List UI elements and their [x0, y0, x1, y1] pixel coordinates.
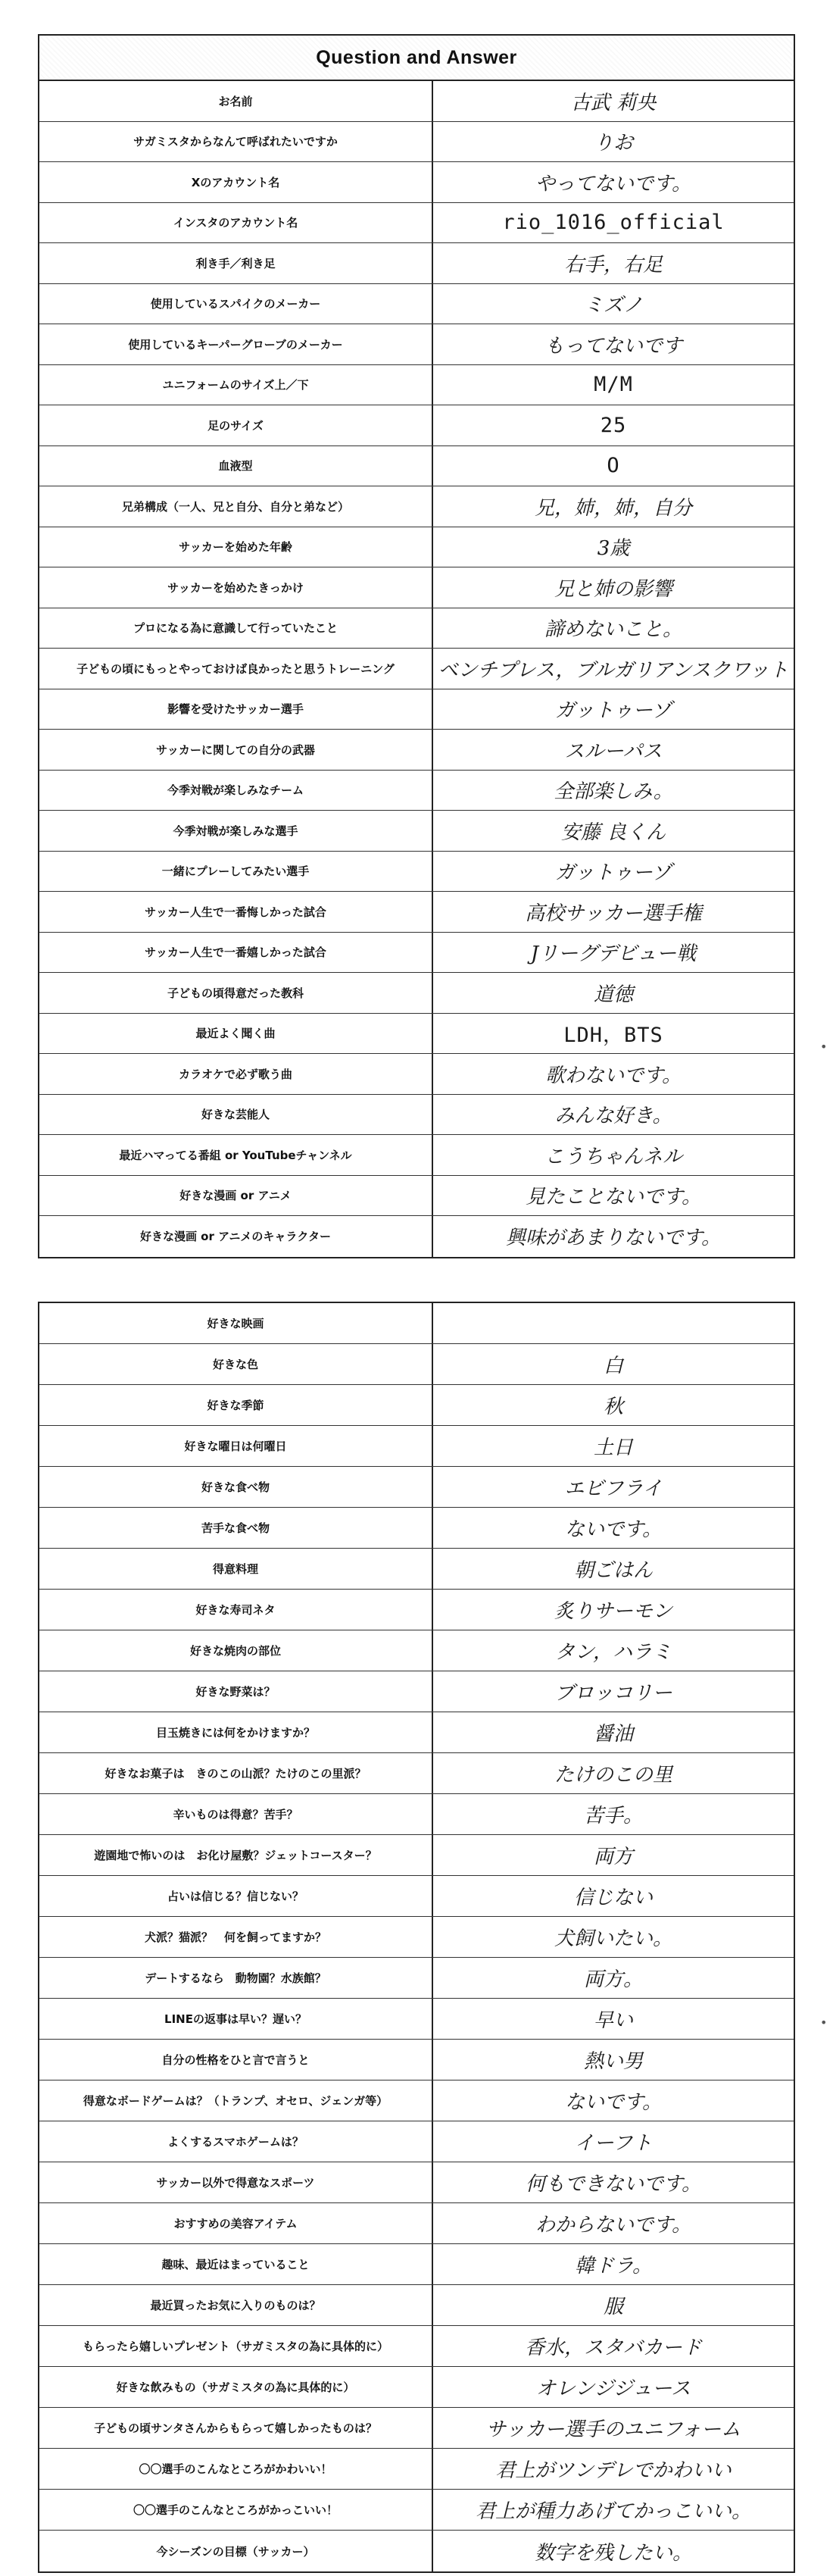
- question-cell: 〇〇選手のこんなところがかわいい！: [39, 2449, 433, 2489]
- answer-cell: 興味があまりないです。: [506, 1227, 721, 1250]
- answer-cell: 安藤 良くん: [560, 821, 666, 844]
- qa-row: [39, 973, 794, 1014]
- question-cell: 足のサイズ: [39, 405, 433, 445]
- answer-cell: イーフト: [574, 2132, 653, 2155]
- answer-cell: rio_1016_official: [502, 211, 725, 235]
- qa-row: [39, 1054, 794, 1095]
- answer-cell: ブロッコリー: [554, 1682, 672, 1705]
- question-cell: インスタのアカウント名: [39, 203, 433, 243]
- answer-cell: 炙りサーモン: [554, 1600, 672, 1623]
- answer-cell: わからないです。: [535, 2214, 691, 2237]
- qa-row: [39, 608, 794, 649]
- qa-row: [39, 852, 794, 893]
- question-cell: 影響を受けたサッカー選手: [39, 689, 433, 730]
- qa-row: [39, 1794, 794, 1835]
- qa-row: [39, 1095, 794, 1136]
- qa-row: [39, 365, 794, 406]
- question-cell: 好きな食べ物: [39, 1467, 433, 1507]
- answer-cell: 早い: [593, 2009, 633, 2032]
- answer-cell: ないです。: [565, 1518, 662, 1541]
- qa-row: [39, 2490, 794, 2531]
- question-cell: 今季対戦が楽しみな選手: [39, 811, 433, 851]
- answer-cell: みんな好き。: [554, 1105, 672, 1128]
- answer-cell: 右手，右足: [563, 253, 663, 277]
- question-cell: サッカーを始めた年齢: [39, 527, 433, 567]
- answer-cell: 秋: [603, 1396, 623, 1418]
- qa-row: [39, 730, 794, 771]
- question-cell: 血液型: [39, 446, 433, 486]
- question-cell: 好きな映画: [39, 1303, 433, 1343]
- question-cell: 得意料理: [39, 1549, 433, 1589]
- question-cell: 好きな野菜は？: [39, 1671, 433, 1712]
- qa-row: [39, 1671, 794, 1712]
- margin-mark: •: [820, 2015, 828, 2030]
- question-cell: サガミスタからなんて呼ばれたいですか: [39, 122, 433, 162]
- question-cell: 子どもの頃サンタさんからもらって嬉しかったものは？: [39, 2408, 433, 2448]
- question-cell: 自分の性格をひと言で言うと: [39, 2040, 433, 2080]
- answer-cell: スルーパス: [564, 739, 663, 763]
- answer-cell: 韓ドラ。: [575, 2255, 652, 2277]
- answer-cell: 両方。: [583, 1968, 643, 1991]
- question-cell: 好きな焼肉の部位: [39, 1630, 433, 1671]
- answer-cell: 香水，スタバカード: [525, 2337, 702, 2359]
- answer-cell: ないです。: [565, 2091, 662, 2114]
- qa-row: [39, 2326, 794, 2367]
- qa-row: [39, 405, 794, 446]
- question-cell: サッカーを始めたきっかけ: [39, 567, 433, 608]
- question-cell: 子どもの頃得意だった教科: [39, 973, 433, 1013]
- question-cell: 好きな飲みもの（サガミスタの為に具体的に）: [39, 2367, 433, 2407]
- qa-row: [39, 1508, 794, 1549]
- question-cell: 好きな芸能人: [39, 1095, 433, 1135]
- question-cell: 兄弟構成（一人、兄と自分、自分と弟など）: [39, 486, 433, 527]
- question-cell: お名前: [39, 81, 433, 121]
- qa-row: [39, 1467, 794, 1508]
- answer-cell: 白: [603, 1355, 623, 1377]
- answer-cell: たけのこの里: [554, 1764, 672, 1787]
- qa-row: [39, 1014, 794, 1055]
- question-cell: プロになる為に意識して行っていたこと: [39, 608, 433, 649]
- answer-cell: M/M: [594, 373, 633, 397]
- answer-cell: ガットゥーゾ: [555, 861, 672, 885]
- question-cell: おすすめの美容アイテム: [39, 2203, 433, 2243]
- qa-row: [39, 1917, 794, 1958]
- answer-cell: 歌わないです。: [545, 1064, 682, 1087]
- qa-row: [39, 1176, 794, 1217]
- answer-cell: タン，ハラミ: [555, 1641, 672, 1664]
- qa-row: [39, 324, 794, 365]
- qa-row: [39, 2244, 794, 2285]
- question-cell: 辛いものは得意？苦手？: [39, 1794, 433, 1834]
- qa-row: [39, 1426, 794, 1467]
- qa-row: [39, 1344, 794, 1385]
- qa-row: [39, 1753, 794, 1794]
- question-cell: サッカー以外で得意なスポーツ: [39, 2162, 433, 2202]
- qa-row: [39, 2531, 794, 2571]
- answer-cell: Jリーグデビュー戦: [530, 943, 697, 966]
- answer-cell: [433, 1303, 794, 1343]
- answer-cell: 数字を残したい。: [534, 2541, 692, 2565]
- qa-row: [39, 2162, 794, 2203]
- question-cell: 好きな曜日は何曜日: [39, 1426, 433, 1466]
- question-cell: もらったら嬉しいプレゼント（サガミスタの為に具体的に）: [39, 2326, 433, 2366]
- qa-row: [39, 486, 794, 527]
- qa-row: [39, 1135, 794, 1176]
- answer-cell: 服: [603, 2296, 623, 2318]
- qa-row: [39, 1590, 794, 1630]
- question-cell: 好きな季節: [39, 1385, 433, 1425]
- qa-row: [39, 771, 794, 811]
- qa-row: [39, 2203, 794, 2244]
- qa-row: [39, 689, 794, 730]
- answer-cell: 熱い男: [583, 2050, 643, 2073]
- answer-cell: ミズノ: [583, 294, 643, 317]
- qa-table-2: [39, 1303, 794, 2571]
- qa-row: [39, 2121, 794, 2162]
- answer-cell: 3歳: [597, 537, 630, 561]
- answer-cell: オレンジジュース: [535, 2377, 691, 2400]
- answer-cell: LDH，BTS: [563, 1024, 663, 1048]
- qa-row: [39, 1958, 794, 1999]
- qa-row: [39, 933, 794, 974]
- answer-cell: 君上が種力あげてかっこいい。: [475, 2500, 751, 2523]
- question-cell: よくするスマホゲームは？: [39, 2121, 433, 2162]
- question-cell: 得意なボードゲームは？（トランプ、オセロ、ジェンガ等）: [39, 2080, 433, 2121]
- answer-cell: 道徳: [593, 983, 633, 1006]
- question-cell: 好きな漫画 or アニメのキャラクター: [39, 1216, 433, 1257]
- answer-cell: やってないです。: [535, 172, 691, 195]
- question-cell: 子どもの頃にもっとやっておけば良かったと思うトレーニング: [39, 649, 433, 689]
- answer-cell: 兄，姉，姉，自分: [534, 496, 692, 520]
- question-cell: 占いは信じる？信じない？: [39, 1876, 433, 1916]
- qa-row: [39, 2080, 794, 2121]
- qa-row: [39, 1630, 794, 1671]
- question-cell: カラオケで必ず歌う曲: [39, 1054, 433, 1094]
- answer-cell: 君上がツンデレでかわいい: [495, 2459, 732, 2482]
- margin-mark: •: [820, 1039, 828, 1054]
- qa-row: [39, 1712, 794, 1753]
- question-cell: 使用しているスパイクのメーカー: [39, 284, 433, 324]
- question-cell: 好きな寿司ネタ: [39, 1590, 433, 1630]
- question-cell: 最近買ったお気に入りのものは？: [39, 2285, 433, 2325]
- qa-sheet-1: [38, 34, 795, 1258]
- qa-row: [39, 1303, 794, 1344]
- qa-row: [39, 162, 794, 203]
- question-cell: 今季対戦が楽しみなチーム: [39, 771, 433, 811]
- question-cell: サッカーに関しての自分の武器: [39, 730, 433, 770]
- qa-row: [39, 203, 794, 244]
- question-cell: 遊園地で怖いのは お化け屋敷？ジェットコースター？: [39, 1835, 433, 1875]
- answer-cell: 苦手。: [583, 1805, 643, 1827]
- qa-row: [39, 2285, 794, 2326]
- qa-row: [39, 284, 794, 325]
- question-cell: 好きな色: [39, 1344, 433, 1384]
- question-cell: 今シーズンの目標（サッカー）: [39, 2531, 433, 2571]
- question-cell: 犬派？猫派？ 何を飼ってますか？: [39, 1917, 433, 1957]
- question-cell: 好きな漫画 or アニメ: [39, 1176, 433, 1216]
- qa-row: [39, 1835, 794, 1876]
- answer-cell: O: [607, 454, 620, 478]
- qa-row: [39, 649, 794, 689]
- qa-row: [39, 1216, 794, 1257]
- question-cell: サッカー人生で一番嬉しかった試合: [39, 933, 433, 973]
- answer-cell: エビフライ: [564, 1477, 663, 1500]
- question-cell: サッカー人生で一番悔しかった試合: [39, 892, 433, 932]
- answer-cell: 犬飼いたい。: [554, 1927, 672, 1950]
- answer-cell: 朝ごはん: [573, 1559, 653, 1582]
- qa-row: [39, 1876, 794, 1917]
- answer-cell: 全部楽しみ。: [554, 780, 673, 804]
- question-cell: 好きなお菓子は きのこの山派？たけのこの里派？: [39, 1753, 433, 1793]
- qa-row: [39, 892, 794, 933]
- qa-row: [39, 2449, 794, 2490]
- answer-cell: 高校サッカー選手権: [525, 902, 702, 925]
- answer-cell: 醤油: [593, 1723, 633, 1746]
- question-cell: 使用しているキーパーグローブのメーカー: [39, 324, 433, 364]
- question-cell: 趣味、最近はまっていること: [39, 2244, 433, 2284]
- qa-row: [39, 527, 794, 568]
- qa-row: [39, 1999, 794, 2040]
- qa-sheet-2: [38, 1302, 795, 2573]
- answer-cell: 両方: [593, 1846, 633, 1868]
- question-cell: 最近よく聞く曲: [39, 1014, 433, 1054]
- question-cell: Xのアカウント名: [39, 162, 433, 202]
- answer-cell: サッカー選手のユニフォーム: [485, 2418, 741, 2441]
- qa-row: [39, 811, 794, 852]
- question-cell: デートするなら 動物園？水族館？: [39, 1958, 433, 1998]
- answer-cell: ベンチプレス，ブルガリアンスクワット: [438, 658, 789, 682]
- answer-cell: もってないです: [544, 334, 682, 358]
- question-cell: 最近ハマってる番組 or YouTubeチャンネル: [39, 1135, 433, 1175]
- answer-cell: 土日: [593, 1436, 633, 1459]
- question-cell: 苦手な食べ物: [39, 1508, 433, 1548]
- qa-row: [39, 446, 794, 487]
- sheet-title: Question and Answer: [39, 36, 794, 81]
- answer-cell: 古武 莉央: [570, 91, 657, 114]
- answer-cell: 何もできないです。: [526, 2173, 701, 2196]
- qa-row: [39, 1549, 794, 1590]
- question-cell: LINEの返事は早い？遅い？: [39, 1999, 433, 2039]
- qa-row: [39, 2367, 794, 2408]
- qa-table-1: [39, 81, 794, 1257]
- question-cell: ユニフォームのサイズ上／下: [39, 365, 433, 405]
- question-cell: 〇〇選手のこんなところがかっこいい！: [39, 2490, 433, 2530]
- question-cell: 一緒にプレーしてみたい選手: [39, 852, 433, 892]
- answer-cell: 信じない: [573, 1887, 653, 1909]
- qa-row: [39, 81, 794, 122]
- answer-cell: ガットゥーゾ: [555, 699, 672, 723]
- qa-row: [39, 2408, 794, 2449]
- answer-cell: こうちゃんネル: [544, 1145, 682, 1168]
- qa-row: [39, 2040, 794, 2080]
- answer-cell: 兄と姉の影響: [554, 577, 672, 601]
- answer-cell: 25: [600, 413, 627, 437]
- qa-row: [39, 567, 794, 608]
- answer-cell: りお: [593, 132, 633, 155]
- qa-row: [39, 243, 794, 284]
- answer-cell: 見たことないです。: [526, 1186, 701, 1209]
- qa-row: [39, 122, 794, 163]
- question-cell: 目玉焼きには何をかけますか？: [39, 1712, 433, 1752]
- qa-row: [39, 1385, 794, 1426]
- question-cell: 利き手／利き足: [39, 243, 433, 283]
- answer-cell: 諦めないこと。: [544, 618, 682, 642]
